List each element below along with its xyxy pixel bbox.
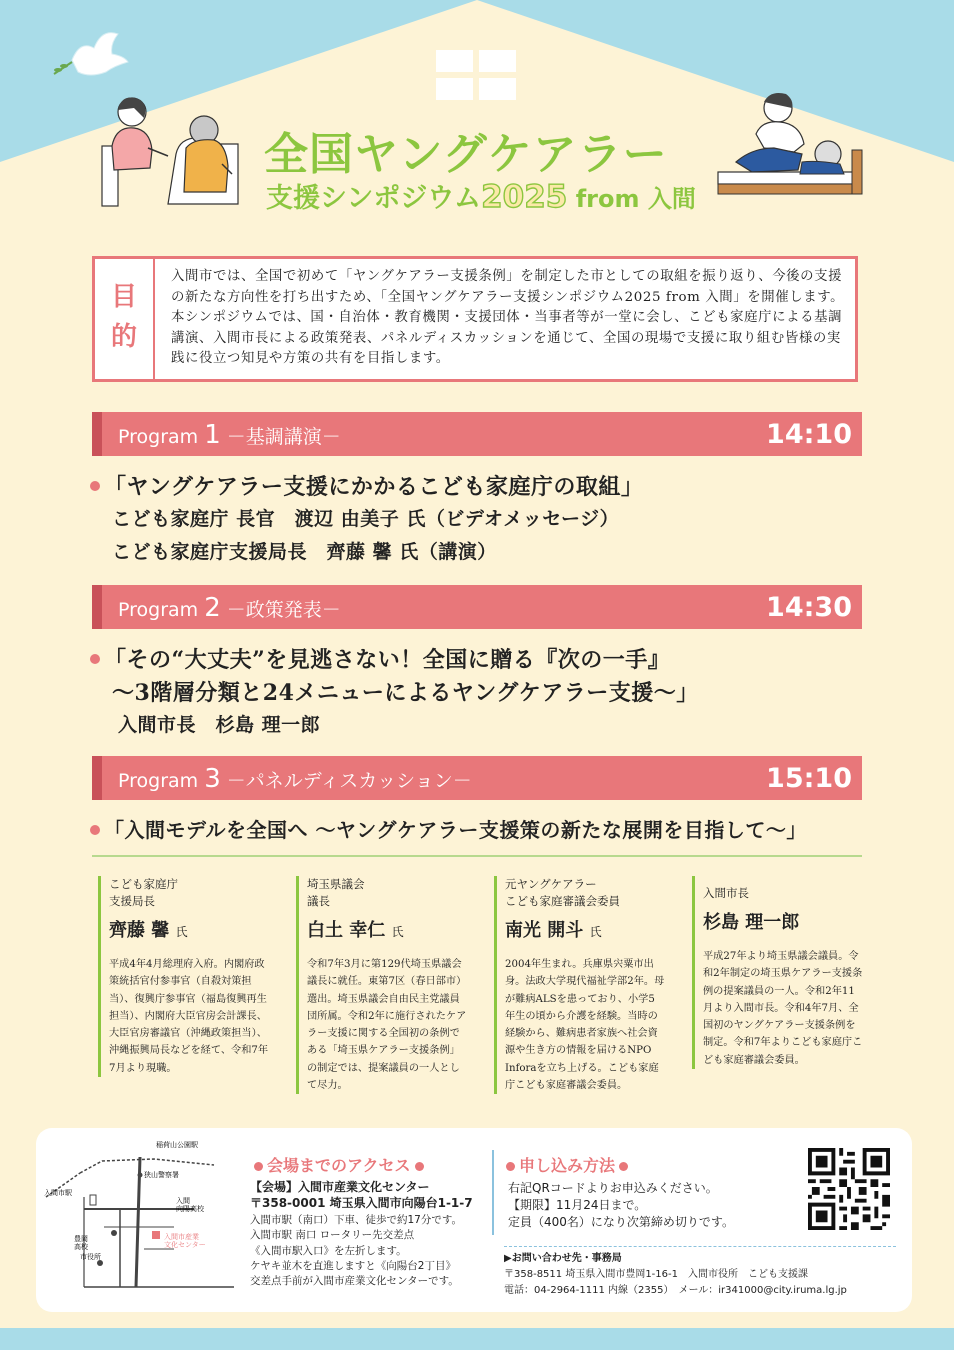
program-2-edge [92,585,102,629]
panelist-3-name: 南光 開斗 [505,920,584,941]
apply-line-2: 【期限】11月24日まで。 [508,1198,647,1212]
bullet-dot [90,825,100,835]
apply-heading [502,1153,632,1176]
event-subtitle [266,176,696,215]
program-1-speaker-1: こども家庭庁 長官 渡辺 由美子 氏（ビデオメッセージ） [112,508,620,530]
panelist-2-name: 白土 幸仁 [307,920,386,941]
program-1-label [118,412,341,460]
event-year: 2025 [481,179,568,215]
purpose-label-char-2: 的 [110,322,137,352]
program-1-header [92,412,862,456]
panelist-3-role1: 元ヤングケアラー [505,877,597,891]
panelist-4-name: 杉島 理一郎 [703,912,800,933]
panelist-1-honorific: 氏 [175,925,188,939]
access-route-2: 入間市駅 南口 ロータリー先交差点 [250,1229,415,1242]
apply-line-3: 定員（400名）になり次第締め切りです。 [508,1215,734,1229]
map-school1: 入間向陽高校 [176,1198,204,1213]
panelist-3 [494,876,665,1094]
access-route-3: 《入間市駅入口》を左折します。 [250,1244,407,1257]
program-3-title [90,814,807,843]
dove-icon [50,26,132,86]
program-1-edge [92,412,102,456]
program-1-number: 1 [204,420,221,450]
contact-address: 〒358-8511 埼玉県入間市豊岡1-16-1 入間市役所 こども支援課 [504,1269,808,1280]
panelist-1-role2: 支援局長 [109,894,155,908]
access-map [44,1137,239,1293]
panelist-1-name-row [109,916,269,942]
program-3-edge [92,756,102,800]
purpose-box [92,256,858,382]
bullet-dot [415,1162,424,1171]
event-subtitle-main: 支援シンポジウム [266,183,482,214]
panelist-3-bio: 2004年生まれ。兵庫県宍粟市出身。法政大学現代福祉学部2年。母が難病ALSを患っており、小学5年生の頃から介護を経験。当時の経験から、難病患者家族へ社会資源や生き方の情報を届けるNPO Inforaを立ち上げる。こども家庭庁こども家庭審議会委員。 [505,959,665,1092]
panelist-4-role1: 入間市長 [703,886,749,900]
program-2-word: Program [118,599,199,621]
panelist-4 [692,876,863,1069]
patient-care-illustration [716,90,866,200]
panelist-1 [98,876,269,1077]
access-route-1: 入間市駅（南口）下車、徒歩で約17分です。 [250,1213,463,1226]
access-address: 〒358-0001 埼玉県入間市向陽台1-1-7 [250,1196,473,1211]
program-1-topic: －基調講演－ [220,426,341,448]
panelist-4-name-row [703,908,863,934]
program-1-title [90,470,643,501]
program-3-title-text: 「入間モデルを全国へ ～ヤングケアラー支援策の新たな展開を目指して～」 [104,818,807,842]
map-police: 狭山警察署 [144,1172,179,1179]
map-school2: 豊岡高校 [74,1236,88,1251]
bullet-dot [254,1162,263,1171]
panelist-2-role1: 埼玉県議会 [307,877,365,891]
apply-details [508,1180,734,1231]
program-1-time: 14:10 [766,419,852,450]
program-3-header [92,756,862,800]
contact-phone-email: 電話：04-2964-1111 内線（2355） メール：ir341000@city.iruma.lg.jp [504,1285,847,1296]
access-route-4: ケヤキ並木を直進しますと《向陽台2丁目》 [250,1260,456,1273]
bullet-dot [506,1162,515,1171]
map-cityhall: 市役所 [80,1254,101,1261]
panelist-2-name-row [307,916,467,942]
access-heading [250,1153,428,1176]
program-2-topic: －政策発表－ [220,599,341,621]
map-station-top: 稲荷山公園駅 [156,1142,198,1149]
panelist-1-bio: 平成4年4月総理府入府。内閣府政策統括官付参事官（自殺対策担当）、復興庁参事官（福島復興再生担当）、内閣府大臣官房会計課長、大臣官房審議官（沖縄政策担当）、沖縄振興局長などを経て、令和7年7月より現職。 [109,959,269,1074]
program-3-number: 3 [204,764,221,794]
panelist-2-honorific: 氏 [391,925,404,939]
access-divider [492,1150,494,1235]
contact-heading: ▶お問い合わせ先・事務局 [504,1253,622,1264]
program-2-title [90,643,670,674]
qr-code-icon[interactable] [808,1148,890,1230]
program-2-label [118,585,341,633]
purpose-text: 入間市では、全国で初めて「ヤングケアラー支援条例」を制定した市としての取組を振り返り、今後の支援の新たな方向性を打ち出すため、「全国ヤングケアラー支援シンポジウム2025 from 入間」を開催します。本シンポジウムでは、国・自治体・教育機関・支援団体・当事者等が一堂に会し、こども家庭庁による基調講演、入間市長による政策発表、パネルディスカッションを通じて、全国の現場で支援に取り組む皆様の実践に役立つ知見や方策の共有を目指します。 [171,269,845,367]
program-3-word: Program [118,770,199,792]
bullet-dot [90,481,100,491]
program-2-speaker-1: 入間市長 杉島 理一郎 [118,714,321,736]
access-route-5: 交差点手前が入間市産業文化センターです。 [250,1275,459,1288]
access-heading-text: 会場までのアクセス [267,1156,411,1175]
program-2-number: 2 [204,593,221,623]
program-1-title-text: 「ヤングケアラー支援にかかるこども家庭庁の取組」 [104,474,644,500]
panelist-2 [296,876,467,1094]
map-station-left: 入間市駅 [44,1190,72,1197]
caregiver-illustration [98,94,258,214]
contact-info [504,1246,896,1299]
panelist-3-honorific: 氏 [589,925,602,939]
event-title: 全国ヤングケアラー [264,129,668,180]
program-1-word: Program [118,426,199,448]
map-venue: 入間市産業文化センター [164,1234,206,1249]
panelist-2-role2: 議長 [307,894,330,908]
bullet-dot [619,1162,628,1171]
program-3-time: 15:10 [766,763,852,794]
access-venue: 【会場】入間市産業文化センター [250,1180,430,1194]
panelist-2-bio: 令和7年3月に第129代埼玉県議会議長に就任。東第7区（春日部市）選出。埼玉県議会自由民主党議員団所属。令和2年に施行されたケアラー支援に関する全国初の条例である「埼玉県ケアラー支援条例」の制定では、提案議員の一人として尽力。 [307,959,467,1092]
purpose-label [95,259,155,379]
footer-band [0,1328,954,1350]
access-details [250,1180,473,1290]
panelist-3-name-row [505,916,665,942]
event-from: from 入間 [567,185,696,213]
program-2-header [92,585,862,629]
panelist-4-bio: 平成27年より埼玉県議会議員。令和2年制定の埼玉県ケアラー支援条例の提案議員の一人。令和2年11月より入間市長。令和4年7月、全国初のヤングケアラー支援条例を制定。令和7年よりこども家庭庁こども家庭審議会委員。 [703,951,863,1066]
panelist-1-role1: こども家庭庁 [109,877,178,891]
panelist-3-role2: こども家庭審議会委員 [505,894,620,908]
program-2-time: 14:30 [766,592,852,623]
purpose-label-char-1: 目 [110,282,137,312]
panelist-1-name: 齊藤 馨 [109,920,170,941]
window-icon [436,50,516,100]
apply-line-1: 右記QRコードよりお申込みください。 [508,1181,718,1195]
program-3-label [118,756,472,804]
section-divider [92,855,862,857]
program-1-speaker-2: こども家庭庁支援局長 齊藤 馨 氏（講演） [112,541,497,563]
program-3-topic: －パネルディスカッション－ [220,770,472,792]
program-2-title-text: 「その“大丈夫”を見逃さない！全国に贈る『次の一手』 [104,647,671,673]
program-2-subtitle: ～3階層分類と24メニューによるヤングケアラー支援～」 [112,680,699,706]
bullet-dot [90,654,100,664]
apply-heading-text: 申し込み方法 [519,1156,616,1175]
